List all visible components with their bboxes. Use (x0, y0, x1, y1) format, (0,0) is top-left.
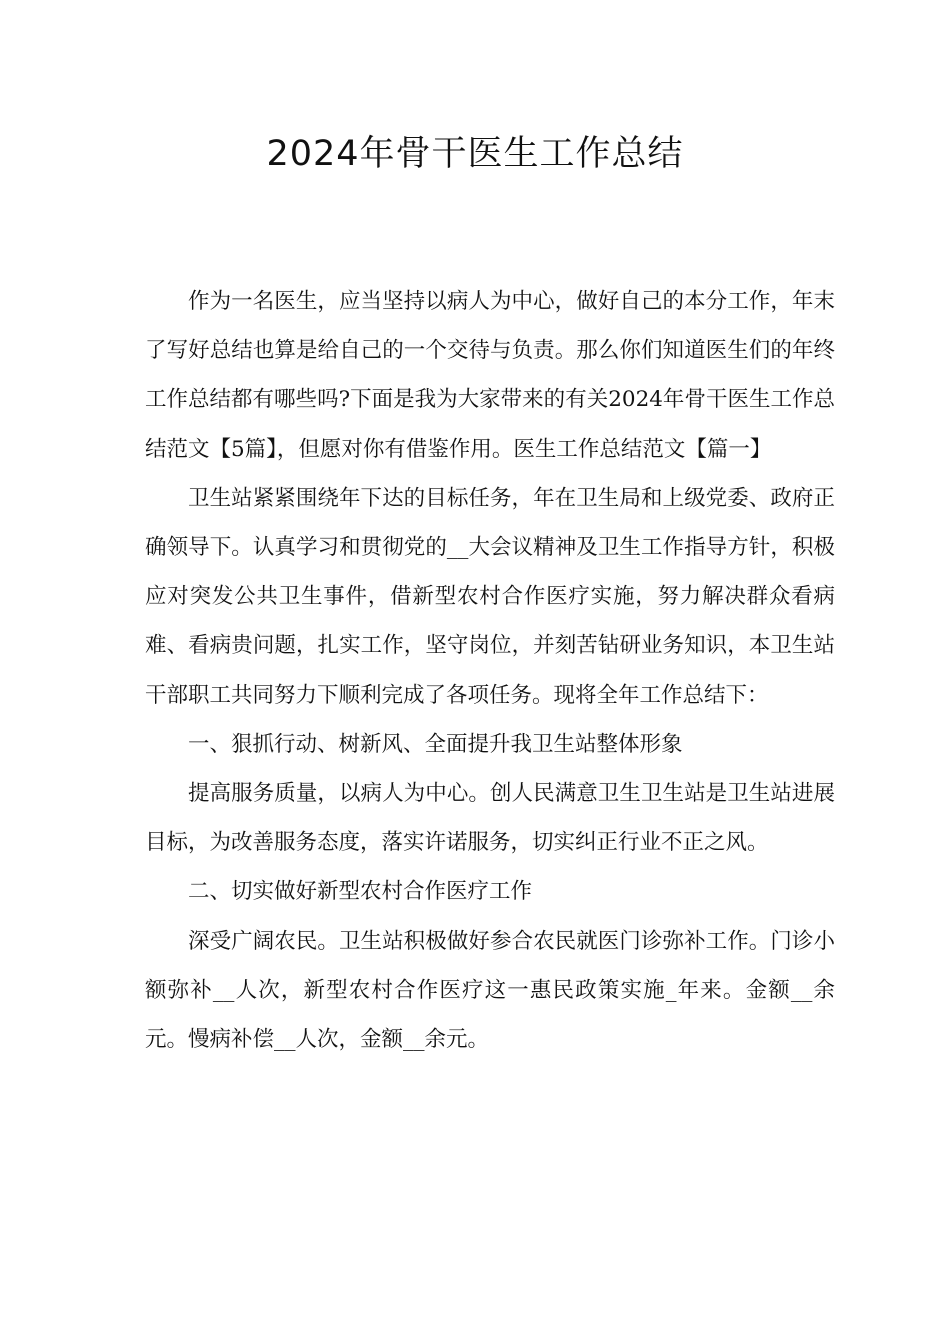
paragraph-service-quality: 提高服务质量，以病人为中心。创人民满意卫生卫生站是卫生站进展目标，为改善服务态度，落实许诺服务，切实纠正行业不正之风。 (145, 781, 835, 856)
paragraph-rural-medical: 深受广阔农民。卫生站积极做好参合农民就医门诊弥补工作。门诊小额弥补__人次，新型农村合作医疗这一惠民政策实施_年来。金额__余元。慢病补偿__人次，金额__余元。 (145, 928, 835, 1053)
document-body (145, 277, 835, 1064)
section-heading-1: 一、狠抓行动、树新风、全面提升我卫生站整体形象 (188, 731, 683, 757)
paragraph-station-summary: 卫生站紧紧围绕年下达的目标任务，年在卫生局和上级党委、政府正确领导下。认真学习和贯彻党的__大会议精神及卫生工作指导方针，积极应对突发公共卫生事件，借新型农村合作医疗实施，努力解决群众看病难、看病贵问题，扎实工作，坚守岗位，并刻苦钻研业务知识，本卫生站干部职工共同努力下顺利完成了各项任务。现将全年工作总结下： (145, 485, 835, 708)
paragraph-intro: 作为一名医生，应当坚持以病人为中心，做好自己的本分工作，年末了写好总结也算是给自己的一个交待与负责。那么你们知道医生们的年终工作总结都有哪些吗?下面是我为大家带来的有关2024年骨干医生工作总结范文【5篇】，但愿对你有借鉴作用。医生工作总结范文【篇一】 (145, 289, 835, 462)
section-heading-2: 二、切实做好新型农村合作医疗工作 (188, 879, 533, 905)
document-title: 2024年骨干医生工作总结 (266, 134, 684, 174)
